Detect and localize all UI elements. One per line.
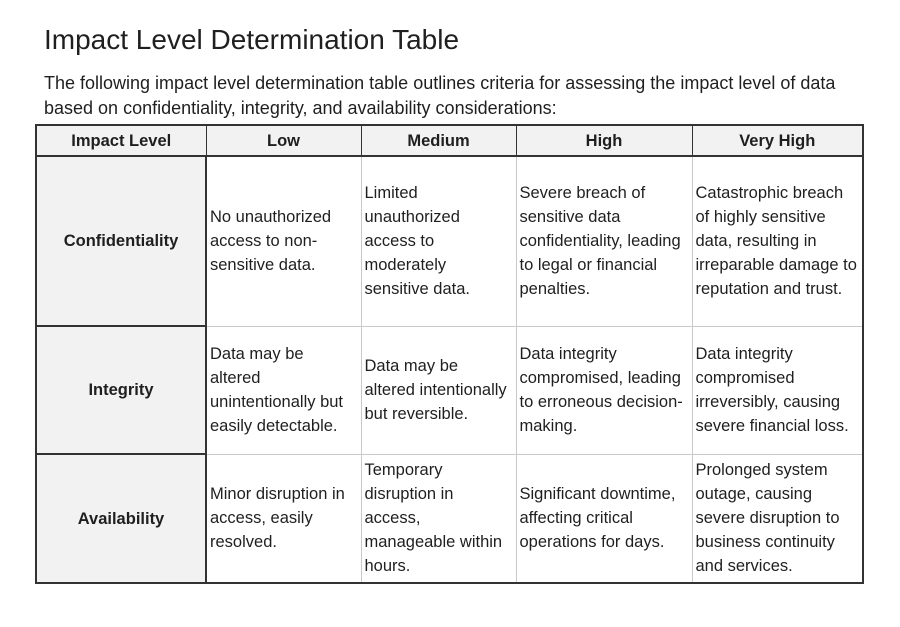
header-medium: Medium <box>361 125 516 156</box>
cell-availability-very-high: Prolonged system outage, causing severe disruption to business continuity and services. <box>692 454 863 583</box>
header-impact-level: Impact Level <box>36 125 206 156</box>
table-row-integrity <box>36 326 863 454</box>
cell-confidentiality-medium: Limited unauthorized access to moderately sensitive data. <box>361 156 516 326</box>
cell-confidentiality-high: Severe breach of sensitive data confidentiality, leading to legal or financial penalties. <box>516 156 692 326</box>
cell-confidentiality-very-high: Catastrophic breach of highly sensitive data, resulting in irreparable damage to reputation and trust. <box>692 156 863 326</box>
header-very-high: Very High <box>692 125 863 156</box>
cell-confidentiality-low: No unauthorized access to non-sensitive data. <box>206 156 361 326</box>
row-label-availability: Availability <box>36 454 206 583</box>
intro-paragraph: The following impact level determination table outlines criteria for assessing the impact level of data based on confidentiality, integrity, and availability considerations: <box>44 73 836 118</box>
cell-integrity-low: Data may be altered unintentionally but easily detectable. <box>206 326 361 454</box>
impact-level-table <box>35 124 864 584</box>
cell-integrity-very-high: Data integrity compromised irreversibly, causing severe financial loss. <box>692 326 863 454</box>
row-label-confidentiality: Confidentiality <box>36 156 206 326</box>
page-title: Impact Level Determination Table <box>44 24 460 55</box>
row-label-integrity: Integrity <box>36 326 206 454</box>
cell-availability-low: Minor disruption in access, easily resolved. <box>206 454 361 583</box>
header-high: High <box>516 125 692 156</box>
cell-integrity-medium: Data may be altered intentionally but reversible. <box>361 326 516 454</box>
cell-integrity-high: Data integrity compromised, leading to erroneous decision-making. <box>516 326 692 454</box>
table-header-row <box>36 125 863 156</box>
table-row-confidentiality <box>36 156 863 326</box>
cell-availability-high: Significant downtime, affecting critical operations for days. <box>516 454 692 583</box>
cell-availability-medium: Temporary disruption in access, manageable within hours. <box>361 454 516 583</box>
header-low: Low <box>206 125 361 156</box>
table-row-availability <box>36 454 863 583</box>
